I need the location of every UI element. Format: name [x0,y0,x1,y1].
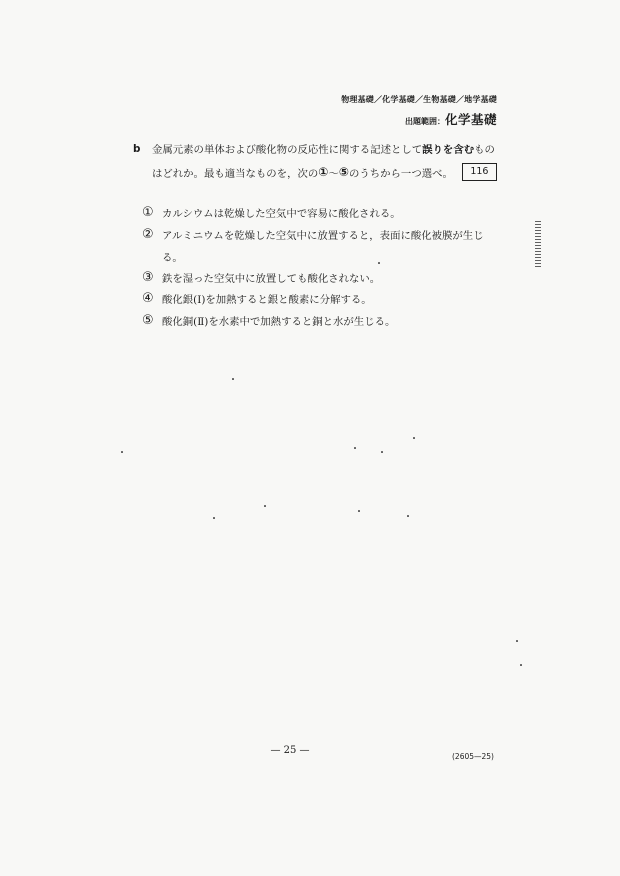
scan-speck [213,517,215,519]
scan-speck [358,510,360,512]
scan-speck [121,451,123,453]
scan-speck [381,451,383,453]
page-number: — 25 — [270,745,310,756]
scan-speck [264,505,266,507]
option-marker: ② [142,227,154,242]
option-text: 酸化銀(Ⅰ)を加熱すると銀と酸素に分解する。 [162,294,372,306]
option-text: アルミニウムを乾燥した空気中に放置すると，表面に酸化被膜が生じ [162,230,484,242]
option-4[interactable] [142,291,372,306]
scan-speck [232,378,234,380]
question-line2-post: のうちから一つ選べ。 [348,167,453,180]
scan-speck [378,262,380,264]
range-start: ① [318,165,329,179]
question-text-post: もの [474,144,495,156]
question-text-pre: 金属元素の単体および酸化物の反応性に関する記述として [152,144,423,156]
question-line2-pre: はどれか。最も適当なものを，次の [152,167,319,180]
option-2[interactable] [142,227,484,242]
scan-speck [413,437,415,439]
scan-speck [354,447,356,449]
question-line-1 [133,141,495,156]
margin-registration-mark [535,221,541,269]
answer-number-box[interactable]: 116 [462,163,497,181]
option-text: 酸化銅(Ⅱ)を水素中で加熱すると銅と水が生じる。 [162,316,396,328]
range-end: ⑤ [338,165,349,179]
header-subjects: 物理基礎／化学基礎／生物基礎／地学基礎 [341,94,497,104]
option-text: 鉄を湿った空気中に放置しても酸化されない。 [162,273,381,285]
scan-speck [516,640,518,642]
option-1[interactable] [142,205,401,220]
option-text-continuation: る。 [162,252,183,264]
header-scope [405,110,497,128]
scope-value: 化学基礎 [444,112,497,127]
option-2-continuation[interactable] [162,249,183,264]
scan-speck [520,664,522,666]
range-separator: ～ [328,167,339,180]
option-marker: ⑤ [142,313,154,328]
option-5[interactable] [142,313,395,328]
option-text: カルシウムは乾燥した空気中で容易に酸化される。 [162,208,401,220]
scope-label: 出題範囲： [404,116,445,126]
question-label: b [133,142,141,155]
option-marker: ④ [142,291,154,306]
question-line-2 [152,163,497,181]
option-marker: ③ [142,270,154,285]
option-marker: ① [142,205,154,220]
question-emphasis: 誤りを含む [422,144,475,156]
option-3[interactable] [142,270,380,285]
scan-speck [407,515,409,517]
page-code: (2605—25) [452,752,494,761]
